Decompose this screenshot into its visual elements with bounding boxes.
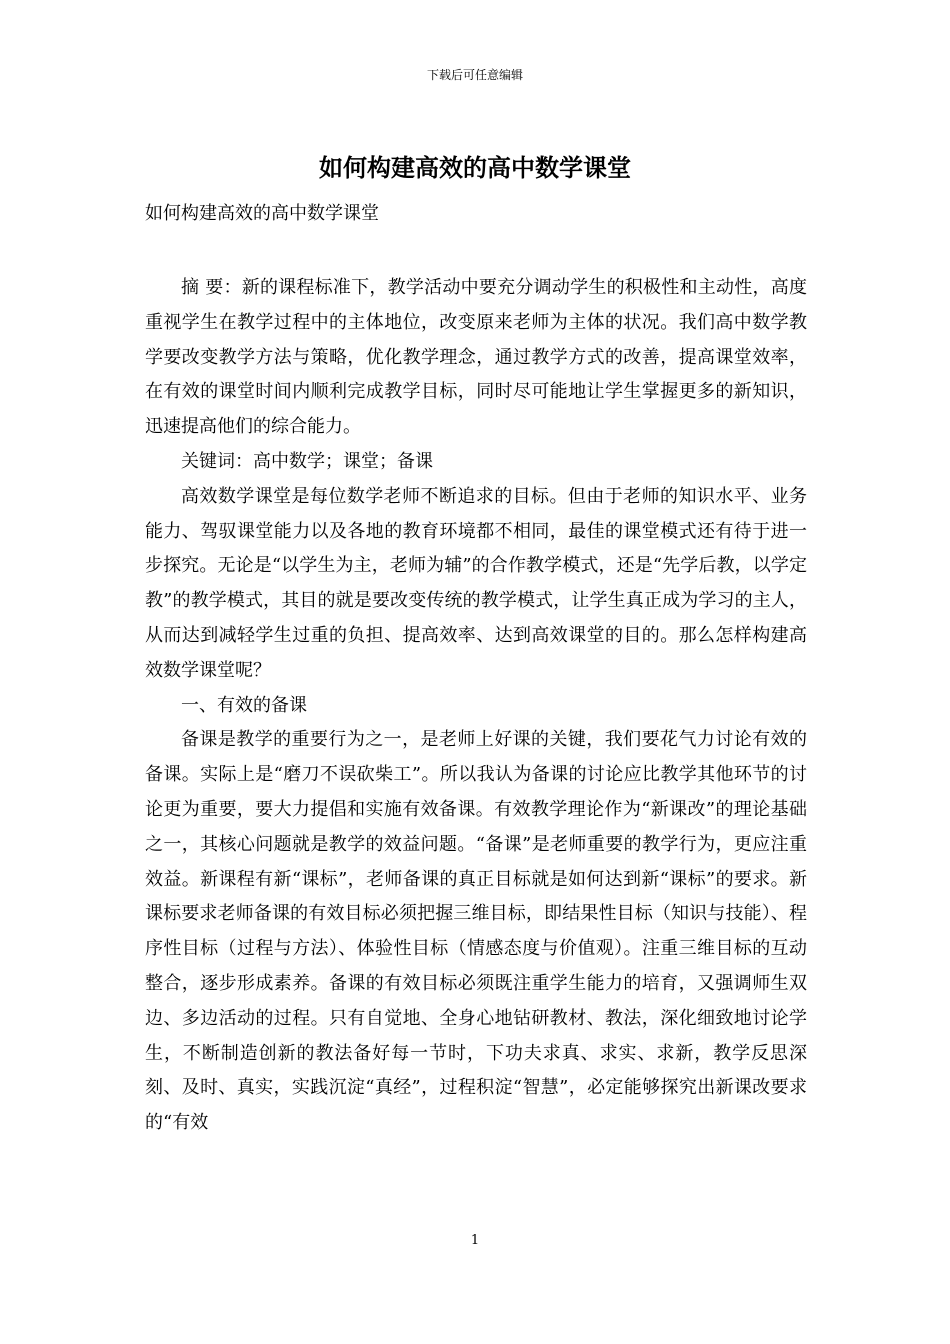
document-title: 如何构建高效的高中数学课堂	[319, 153, 631, 182]
document-body	[145, 271, 807, 1141]
abstract-paragraph: 摘 要：新的课程标准下，教学活动中要充分调动学生的积极性和主动性，高度重视学生在教学过程中的主体地位，改变原来老师为主体的状况。我们高中数学教学要改变教学方法与策略，优化教学理念，通过教学方式的改善，提高课堂效率，在有效的课堂时间内顺利完成教学目标，同时尽可能地让学生掌握更多的新知识，迅速提高他们的综合能力。	[145, 277, 807, 438]
page-header-note: 下载后可任意编辑	[426, 68, 523, 82]
keywords-paragraph: 关键词：高中数学；课堂；备课	[181, 450, 433, 472]
document-subtitle: 如何构建高效的高中数学课堂	[145, 203, 379, 224]
page-number: 1	[470, 1233, 480, 1248]
section-paragraph: 备课是教学的重要行为之一，是老师上好课的关键，我们要花气力讨论有效的备课。实际上是“磨刀不误砍柴工”。所以我认为备课的讨论应比教学其他环节的讨论更为重要，要大力提倡和实施有效备课。有效教学理论作为“新课改”的理论基础之一，其核心问题就是教学的效益问题。“备课”是老师重要的教学行为，更应注重效益。新课程有新“课标”，老师备课的真正目标就是如何达到新“课标”的要求。新课标要求老师备课的有效目标必须把握三维目标，即结果性目标（知识与技能）、程序性目标（过程与方法）、体验性目标（情感态度与价值观）。注重三维目标的互动整合，逐步形成素养。备课的有效目标必须既注重学生能力的培育，又强调师生双边、多边活动的过程。只有自觉地、全身心地钻研教材、教法，深化细致地讨论学生，不断制造创新的教法备好每一节时，下功夫求真、求实、求新，教学反思深刻、及时、真实，实践沉淀“真经”，过程积淀“智慧”，必定能够探究出新课改要求的“有效	[145, 729, 807, 1134]
section-heading: 一、有效的备课	[181, 694, 307, 716]
intro-paragraph: 高效数学课堂是每位数学老师不断追求的目标。但由于老师的知识水平、业务能力、驾驭课堂能力以及各地的教育环境都不相同，最佳的课堂模式还有待于进一步探究。无论是“以学生为主，老师为辅”的合作教学模式，还是“先学后教，以学定教”的教学模式，其目的就是要改变传统的教学模式，让学生真正成为学习的主人，从而达到减轻学生过重的负担、提高效率、达到高效课堂的目的。那么怎样构建高效数学课堂呢？	[145, 485, 807, 681]
